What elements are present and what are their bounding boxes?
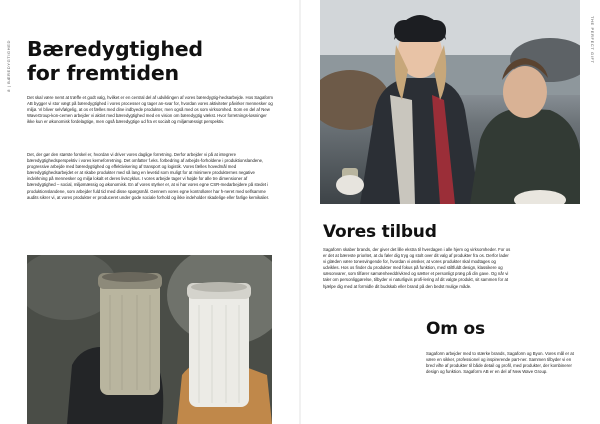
about-heading: Om os [426, 319, 485, 339]
offer-text: Sagaform skaber brands, der giver det lille ekstra til hverdagen i alle hjem og virksomheder. For os er det at bæreste prioritet, at du føler dig tryg og stolt over dit valg af produkter fra os. Derfor lader vi glæden være tonesvingende for, hvordan vi ønsker, at vores produkter skal modtages og udvikles. Hos os finder du produkter med fokus på funktion, med stiltfuldt design, klassikere og sæsonvarer, som tilfører sømænheeddrivkred og sætter et personligt præg på din gave. Og når vi taler om personliggørelse, tilbyder vi naturligvis profi-lering af dit valgte produkt, sit sammen for at hjælpe dig med at formidle dit budskab eller brand på den bedst mulige måde. [323, 247, 511, 289]
right-page-side-label: THE PERFECT GIFT [590, 16, 595, 64]
photo-couple-outdoors [320, 0, 580, 204]
article-paragraph-2: Det, der gør den største forskel er, hvordan vi driver vores daglige forretning. Derfor arbejder vi på at integrere bæredygtighedsperspektiv i vores kerneforretning. Det omfatter f.eks. forbedring af arbejds-forholdene i produktionslandene, progressive arbejde med bæredygtighed og effektivisering af transport og logistik. Vores fælles hovedmål med bæredygtighedsarbejdet er at skabe produkter med så lang en levetid som muligt for at minimere produkternes negative indvirkning på mennesker og miljø lokalt et deres livscyklus. I vores arbejde tager vi højde for alle tre dimensioner af bæredygtighed – social, miljømæssig og økonomisk. En af vores styrker er, at vi har vores egne CSR-medarbejdere på stedet i produktionslandene, som arbejder fuld tid med disse spørgsmål. Gennem vores egne kontrollører har h-neret med selfsamme audits sikrer vi, at vores produkter er produceret under gode sociale forhold og ikke indeholder skadelige eller farlige kemikalier. [27, 152, 270, 200]
left-page-side-label: 8 | BÆREDYGTIGHED [6, 40, 11, 92]
article-title-line2: for fremtiden [27, 61, 179, 85]
photo-couple-illustration [320, 0, 580, 204]
offer-heading: Vores tilbud [323, 222, 437, 242]
article-title-line1: Bæredygtighed [27, 37, 203, 61]
photo-cups-illustration [27, 255, 272, 424]
about-text: Sagaform arbejder med to stærke brands, Sagaform og Byon. Vores mål er at være en sikker, professionel og inspirerende part-ner. Sammen tilbyder vi en bred vifte af produkter til både detail og profil, med produkter, der kombinerer design og funktion. Sagaform AB er en del af New Wave Group. [426, 351, 574, 375]
photo-cups-in-hands [27, 255, 272, 424]
article-title [27, 37, 287, 85]
page-gutter [299, 0, 301, 424]
article-paragraph-1: Det skal være nemt at træffe et godt valg, hvilket er en central del af udviklingen af vores bæredygtig-hedsarbejde. Hos Sagaform AB bygger vi stor vægt på bæredygtighed i vores processer og tager an-svar for, hvordan vores aktiviteter påvirker mennesker og miljø. Vi bliver selvfølgelig, at os et fælles med dine indbyede produkter, men også med os som virksomhed. Som en del af New WaveGroup-kon-cernen arbejder vi aktivt med bæredygtighed med en vision om bæredygtig vækst. Hvor forretnings-løsninger ikke kun er økonomisk fordelagtige, men også bæredygtige ud fra et socialt og miljømæssigt perspektiv. [27, 95, 273, 125]
